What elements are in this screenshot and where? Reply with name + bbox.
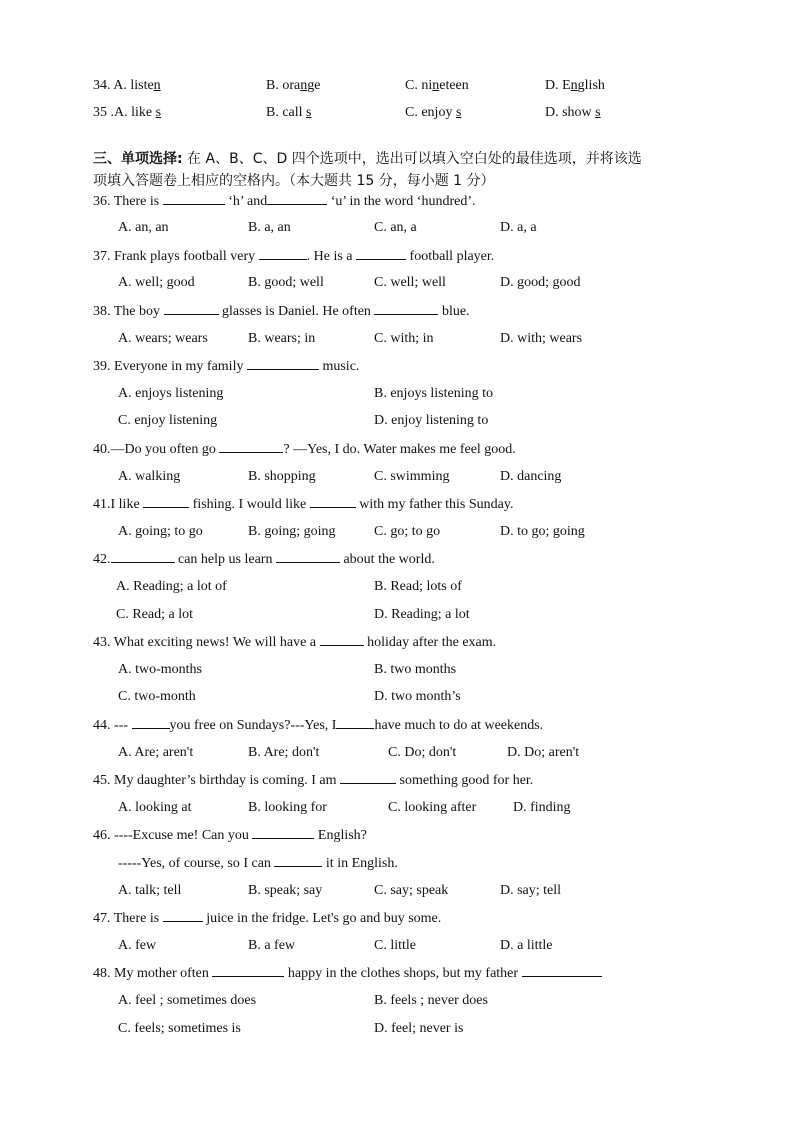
answer-blank <box>247 357 319 370</box>
section-instructions-1: 在 A、B、C、D 四个选项中，选出可以填入空白处的最佳选项，并将该选 <box>182 151 642 167</box>
stem-part: juice in the fridge. Let's go and buy some. <box>202 911 442 926</box>
q35-c-text: C. enjoy <box>405 105 453 120</box>
stem-part: 47. There is <box>93 911 163 926</box>
option-a: A. going; to go <box>118 524 203 539</box>
q34-b-underlined: n <box>300 78 308 93</box>
stem-part: blue. <box>438 304 470 319</box>
q34-a: 34. A. liste <box>93 78 154 93</box>
option-c: C. go; to go <box>374 524 441 539</box>
question-43-stem <box>93 633 496 652</box>
answer-blank <box>274 854 322 867</box>
stem-part: 42. <box>93 552 111 567</box>
q35-b <box>266 104 312 122</box>
option-c: C. two-month <box>118 689 196 704</box>
answer-blank <box>164 302 219 315</box>
question-40-stem <box>93 440 516 459</box>
option-a: A. enjoys listening <box>118 386 224 401</box>
answer-blank <box>163 909 203 922</box>
q34-a-underlined: n <box>153 78 161 93</box>
q34-b-tail: ge <box>307 78 321 93</box>
option-b: B. Read; lots of <box>374 579 462 594</box>
answer-blank <box>267 192 327 205</box>
answer-blank <box>374 302 438 315</box>
option-a: A. an, an <box>118 220 169 235</box>
q34-d-text: D. E <box>545 78 571 93</box>
question-36-stem <box>93 192 476 211</box>
option-c: C. Do; don't <box>388 745 457 760</box>
q34-b-text: B. ora <box>266 78 301 93</box>
q34-d-tail: glish <box>577 78 605 93</box>
option-d: D. with; wears <box>500 331 583 346</box>
q34-c-underlined: n <box>432 78 440 93</box>
option-b: B. shopping <box>248 469 316 484</box>
answer-blank <box>356 247 406 260</box>
q35-d-underlined: s <box>595 105 601 120</box>
q34-d <box>545 77 605 95</box>
section-heading-line1 <box>93 150 642 168</box>
option-a: A. feel ; sometimes does <box>118 993 257 1008</box>
stem-part: . He is a <box>306 249 357 264</box>
stem-part: you free on Sundays?---Yes, I <box>169 718 337 733</box>
option-b: B. a few <box>248 938 296 953</box>
stem-part: 43. What exciting news! We will have a <box>93 635 320 650</box>
option-d: D. feel; never is <box>374 1021 464 1036</box>
question-38-stem <box>93 302 470 321</box>
q35-c <box>405 104 461 122</box>
option-a: A. wears; wears <box>118 331 208 346</box>
option-d: D. enjoy listening to <box>374 413 489 428</box>
option-d: D. dancing <box>500 469 562 484</box>
option-b: B. two months <box>374 662 457 677</box>
option-d: D. finding <box>513 800 571 815</box>
stem-part: English? <box>314 828 367 843</box>
q35-c-underlined: s <box>455 105 462 120</box>
q35-a: 35 .A. like <box>93 105 153 120</box>
answer-blank <box>219 440 283 453</box>
stem-part: 39. Everyone in my family <box>93 359 247 374</box>
stem-part: 40.—Do you often go <box>93 442 220 457</box>
q35-b-text: B. call <box>266 105 303 120</box>
question-45-stem <box>93 771 533 790</box>
section-title: 三、单项选择: <box>93 151 183 167</box>
question-34 <box>93 77 161 95</box>
q35-b-underlined: s <box>306 105 312 120</box>
option-a: A. Are; aren't <box>118 745 194 760</box>
option-b: B. good; well <box>248 275 324 290</box>
option-c: C. say; speak <box>374 883 449 898</box>
stem-part: ? —Yes, I do. Water makes me feel good. <box>283 442 516 457</box>
q35-d <box>545 104 601 122</box>
option-d: D. two month’s <box>374 689 461 704</box>
question-46-stem <box>93 826 367 845</box>
stem-part: it in English. <box>322 856 398 871</box>
option-a: A. looking at <box>118 800 192 815</box>
option-a: A. two-months <box>118 662 202 677</box>
option-c: C. well; well <box>374 275 446 290</box>
stem-part: happy in the clothes shops, but my father <box>284 966 522 981</box>
answer-blank <box>336 716 374 729</box>
question-37-stem <box>93 247 494 266</box>
answer-blank <box>310 495 356 508</box>
answer-blank <box>320 633 364 646</box>
q35-a-underlined: s <box>155 105 162 120</box>
stem-part: can help us learn <box>174 552 276 567</box>
option-c: C. Read; a lot <box>116 607 193 622</box>
option-c: C. an, a <box>374 220 417 235</box>
stem-part: fishing. I would like <box>189 497 310 512</box>
stem-part: music. <box>318 359 360 374</box>
option-c: C. enjoy listening <box>118 413 218 428</box>
option-a: A. talk; tell <box>118 883 182 898</box>
option-a: A. well; good <box>118 275 195 290</box>
option-b: B. going; going <box>248 524 336 539</box>
stem-part: 48. My mother often <box>93 966 213 981</box>
option-a: A. Reading; a lot of <box>116 579 227 594</box>
stem-part: ‘h’ and <box>224 194 268 209</box>
answer-blank <box>522 964 602 977</box>
option-b: B. enjoys listening to <box>374 386 493 401</box>
section-heading-line2 <box>93 172 495 190</box>
option-d: D. Do; aren't <box>507 745 580 760</box>
option-c: C. feels; sometimes is <box>118 1021 241 1036</box>
option-b: B. wears; in <box>248 331 316 346</box>
section-instructions-2: 项填入答题卷上相应的空格内。（本大题共 15 分，每小题 1 分） <box>93 173 495 189</box>
q34-c-text: C. ni <box>405 78 433 93</box>
question-44-stem <box>93 716 543 735</box>
stem-part: 37. Frank plays football very <box>93 249 259 264</box>
stem-part: glasses is Daniel. He often <box>218 304 375 319</box>
option-b: B. Are; don't <box>248 745 320 760</box>
answer-blank <box>111 550 175 563</box>
question-48-stem <box>93 964 602 983</box>
stem-part: 46. ----Excuse me! Can you <box>93 828 253 843</box>
stem-part: football player. <box>406 249 495 264</box>
option-c: C. little <box>374 938 416 953</box>
q34-c-tail: eteen <box>439 78 469 93</box>
stem-part: about the world. <box>339 552 435 567</box>
q34-c <box>405 77 469 95</box>
option-d: D. good; good <box>500 275 581 290</box>
answer-blank <box>259 247 307 260</box>
answer-blank <box>252 826 314 839</box>
option-b: B. looking for <box>248 800 327 815</box>
option-a: A. walking <box>118 469 181 484</box>
stem-part: 38. The boy <box>93 304 164 319</box>
option-d: D. Reading; a lot <box>374 607 470 622</box>
option-b: B. speak; say <box>248 883 323 898</box>
stem-part: have much to do at weekends. <box>374 718 544 733</box>
stem-part: 41.I like <box>93 497 144 512</box>
q34-d-underlined: n <box>570 78 578 93</box>
option-c: C. looking after <box>388 800 477 815</box>
option-d: D. a little <box>500 938 553 953</box>
answer-blank <box>276 550 340 563</box>
stem-part: 44. --- <box>93 718 132 733</box>
answer-blank <box>143 495 189 508</box>
answer-blank <box>132 716 170 729</box>
question-35 <box>93 104 161 122</box>
stem-part: -----Yes, of course, so I can <box>118 856 275 871</box>
q35-d-text: D. show <box>545 105 592 120</box>
option-d: D. to go; going <box>500 524 585 539</box>
stem-part: 36. There is <box>93 194 163 209</box>
stem-part: ‘u’ in the word ‘hundred’. <box>327 194 476 209</box>
stem-part: holiday after the exam. <box>363 635 497 650</box>
option-d: D. a, a <box>500 220 537 235</box>
question-41-stem <box>93 495 513 514</box>
question-47-stem <box>93 909 441 928</box>
stem-part: 45. My daughter’s birthday is coming. I am <box>93 773 341 788</box>
option-b: B. feels ; never does <box>374 993 488 1008</box>
stem-part: with my father this Sunday. <box>355 497 514 512</box>
question-46-reply <box>118 854 398 873</box>
stem-part: something good for her. <box>396 773 534 788</box>
question-39-stem <box>93 357 359 376</box>
answer-blank <box>163 192 225 205</box>
q34-b <box>266 77 320 95</box>
option-b: B. a, an <box>248 220 291 235</box>
question-42-stem <box>93 550 435 569</box>
option-c: C. with; in <box>374 331 434 346</box>
answer-blank <box>212 964 284 977</box>
option-c: C. swimming <box>374 469 450 484</box>
option-d: D. say; tell <box>500 883 562 898</box>
option-a: A. few <box>118 938 157 953</box>
answer-blank <box>340 771 396 784</box>
